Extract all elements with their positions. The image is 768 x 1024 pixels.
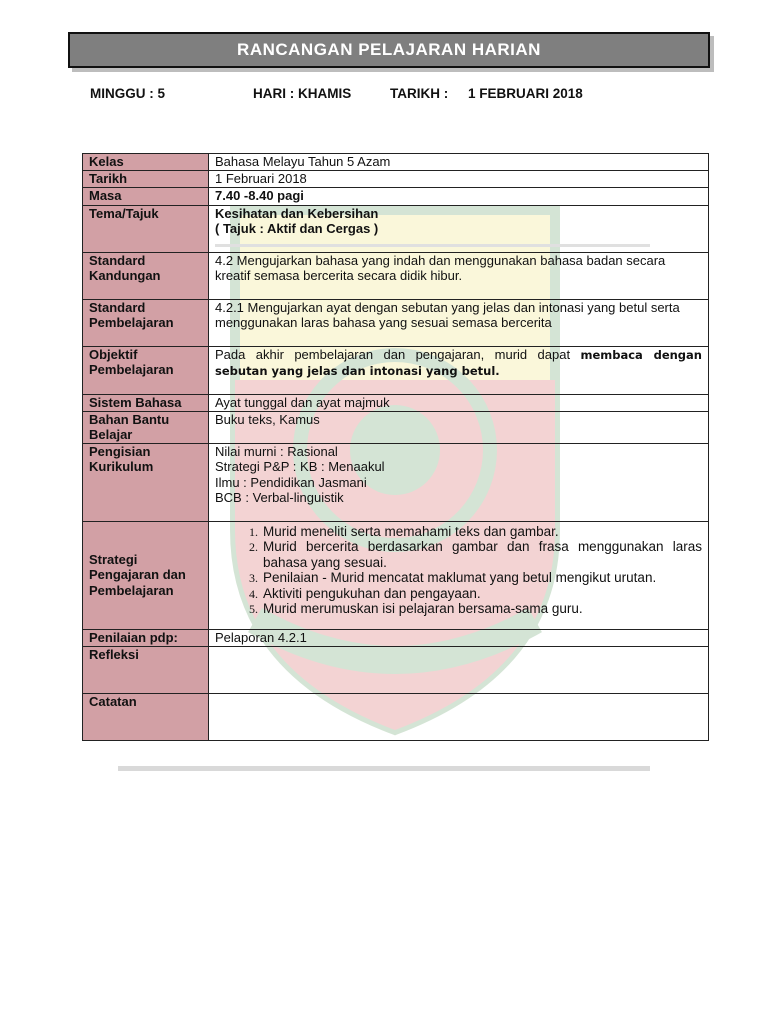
hari-text: HARI : KHAMIS	[253, 86, 352, 101]
minggu-text: MINGGU : 5	[90, 86, 166, 101]
lesson-plan-table	[82, 153, 709, 741]
row-value	[209, 443, 709, 521]
list-item: 1. Murid meneliti serta memahami teks dan gambar.	[261, 524, 702, 540]
table-row	[83, 629, 709, 646]
row-label: Masa	[83, 187, 209, 205]
table-row	[83, 346, 709, 394]
list-item: Strategi P&P : KB : Menaakul	[215, 459, 385, 474]
list-item: 3. Penilaian - Murid mencatat maklumat yang betul mengikut urutan.	[261, 570, 702, 586]
table-row	[83, 205, 709, 252]
row-label	[83, 521, 209, 629]
tarikh-value: 1 FEBRUARI 2018	[468, 86, 583, 101]
label-line: Pembelajaran	[89, 315, 174, 330]
label-line: Kandungan	[89, 268, 161, 283]
strategy-list	[215, 524, 702, 617]
row-value	[209, 693, 709, 740]
label-line: Belajar	[89, 427, 133, 442]
tema-line: Kesihatan dan Kebersihan	[215, 205, 379, 221]
table-row	[83, 299, 709, 346]
label-line: Strategi	[89, 551, 138, 567]
row-label: Refleksi	[83, 646, 209, 693]
row-value	[209, 205, 709, 252]
row-value: Pelaporan 4.2.1	[209, 629, 709, 646]
row-label	[83, 443, 209, 521]
list-item: Nilai murni : Rasional	[215, 443, 338, 459]
row-label: Penilaian pdp:	[83, 629, 209, 646]
row-label: Tarikh	[83, 170, 209, 187]
table-row	[83, 252, 709, 299]
row-value: Ayat tunggal dan ayat majmuk	[209, 394, 709, 411]
label-line: Pengajaran dan	[89, 567, 186, 583]
row-value: Buku teks, Kamus	[209, 411, 709, 443]
row-label: Tema/Tajuk	[83, 205, 209, 252]
list-item: 5. Murid merumuskan isi pelajaran bersama-sama guru.	[261, 601, 702, 617]
label-line: Pembelajaran	[89, 582, 174, 598]
row-value: Bahasa Melayu Tahun 5 Azam	[209, 154, 709, 171]
table-row	[83, 394, 709, 411]
row-value: 4.2 Mengujarkan bahasa yang indah dan menggunakan bahasa badan secara kreatif semasa bercerita secara didik hibur.	[209, 252, 709, 299]
list-item: BCB : Verbal-linguistik	[215, 490, 344, 505]
meta-row	[90, 86, 690, 104]
row-label	[83, 411, 209, 443]
table-row	[83, 187, 709, 205]
list-item: Ilmu : Pendidikan Jasmani	[215, 474, 367, 490]
label-line: Bahan Bantu	[89, 411, 170, 427]
page-title: RANCANGAN PELAJARAN HARIAN	[68, 32, 710, 68]
label-line: Pembelajaran	[89, 362, 174, 377]
table-row	[83, 443, 709, 521]
label-line: Kurikulum	[89, 459, 154, 474]
row-label: Sistem Bahasa	[83, 394, 209, 411]
row-label	[83, 252, 209, 299]
list-item: 2. Murid bercerita berdasarkan gambar dan frasa menggunakan laras bahasa yang sesuai.	[261, 539, 702, 570]
label-line: Pengisian	[89, 443, 151, 459]
row-value: 1 Februari 2018	[209, 170, 709, 187]
row-label	[83, 299, 209, 346]
tema-line: ( Tajuk : Aktif dan Cergas )	[215, 221, 379, 236]
objektif-text-bold: membaca dengan sebutan yang jelas dan intonasi yang betul.	[215, 347, 702, 378]
row-value: 7.40 -8.40 pagi	[209, 187, 709, 205]
table-row	[83, 693, 709, 740]
row-value	[209, 521, 709, 629]
row-label: Kelas	[83, 154, 209, 171]
row-value	[209, 346, 709, 394]
row-value: 4.2.1 Mengujarkan ayat dengan sebutan yang jelas dan intonasi yang betul serta menggunakan laras bahasa yang sesuai semasa bercerita	[209, 299, 709, 346]
table-row	[83, 170, 709, 187]
label-line: Standard	[89, 252, 146, 268]
table-row	[83, 154, 709, 171]
row-label	[83, 346, 209, 394]
table-row	[83, 411, 709, 443]
label-line: Objektif	[89, 346, 138, 362]
label-line: Standard	[89, 299, 146, 315]
tarikh-label: TARIKH :	[390, 86, 449, 101]
table-row	[83, 646, 709, 693]
table-row	[83, 521, 709, 629]
objektif-text: Pada akhir pembelajaran dan pengajaran, murid dapat	[215, 346, 581, 362]
row-label: Catatan	[83, 693, 209, 740]
list-item: 4. Aktiviti pengukuhan dan pengayaan.	[261, 586, 702, 602]
bottom-shadow	[118, 766, 650, 771]
row-value	[209, 646, 709, 693]
